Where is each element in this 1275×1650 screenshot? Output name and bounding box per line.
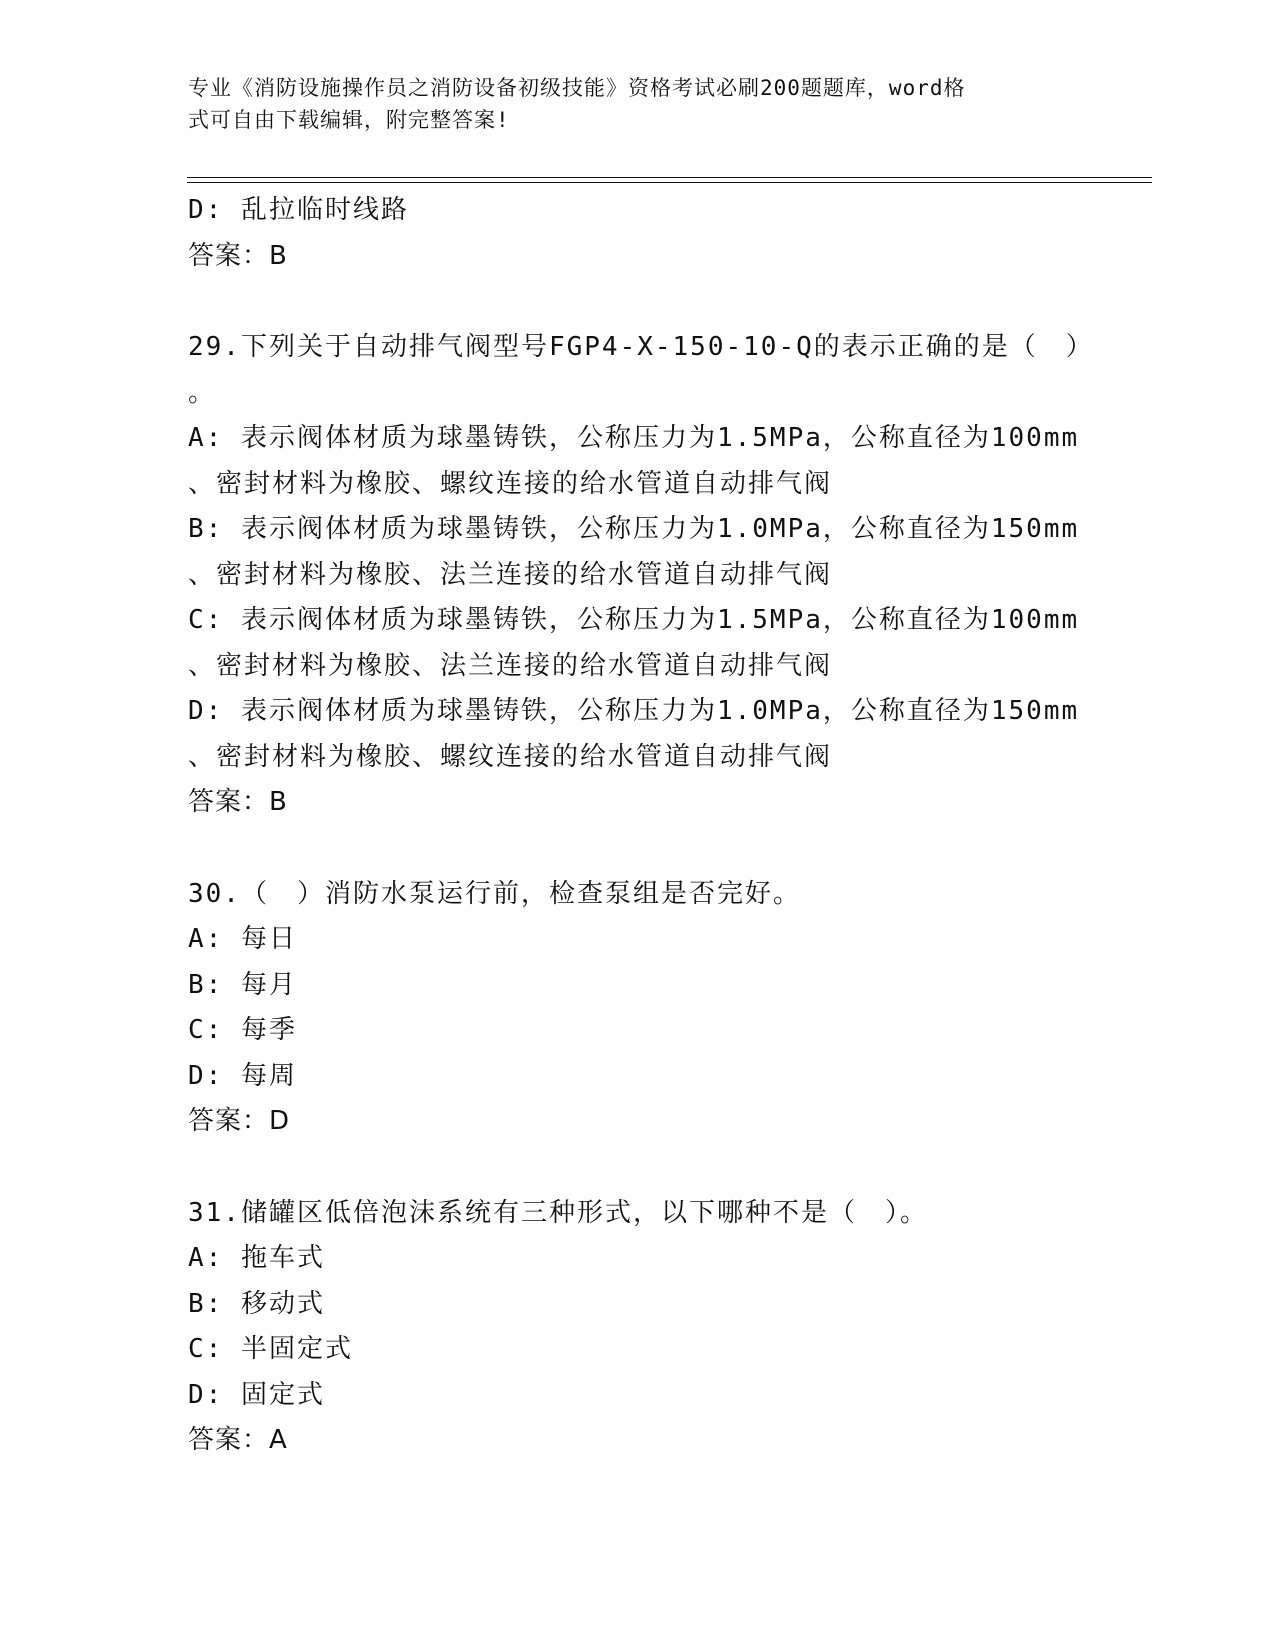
spacer — [188, 279, 1088, 325]
option-d: D: 固定式 — [188, 1379, 325, 1410]
answer: 答案：A — [188, 1425, 288, 1455]
header-line-1: 专业《消防设施操作员之消防设备初级技能》资格考试必刷200题题库，word格 — [188, 76, 966, 100]
option-b: B: 移动式 — [188, 1288, 325, 1319]
option-a: A: 拖车式 — [188, 1243, 325, 1273]
question-29 — [188, 325, 1094, 826]
option-a-cont: 、密封材料为橡胶、螺纹连接的给水管道自动排气阀 — [188, 468, 833, 499]
option-b-cont: 、密封材料为橡胶、法兰连接的给水管道自动排气阀 — [188, 559, 833, 590]
question-stem: 30.（ ）消防水泵运行前，检查泵组是否完好。 — [188, 878, 801, 909]
option-c: C: 每季 — [188, 1015, 297, 1045]
answer: 答案：B — [188, 787, 288, 817]
spacer — [188, 1145, 1088, 1191]
document-header — [188, 72, 1068, 136]
header-line-2: 式可自由下载编辑，附完整答案! — [188, 108, 510, 132]
option-b: B: 每月 — [188, 969, 297, 1000]
option-d: D: 每周 — [188, 1060, 297, 1091]
header-rule-top — [187, 177, 1152, 178]
question-stem: 31.储罐区低倍泡沫系统有三种形式，以下哪种不是（ ）。 — [188, 1197, 928, 1228]
option-a: A: 每日 — [188, 924, 297, 954]
header-rule-bottom — [187, 182, 1152, 183]
option-a: A: 表示阀体材质为球墨铸铁，公称压力为1.5MPa，公称直径为100mm — [188, 423, 1080, 453]
question-stem: 。 — [188, 377, 217, 408]
question-list — [188, 188, 1094, 1464]
question-stem: 29.下列关于自动排气阀型号FGP4-X-150-10-Q的表示正确的是（ ） — [188, 332, 1094, 362]
option-b: B: 表示阀体材质为球墨铸铁，公称压力为1.0MPa，公称直径为150mm — [188, 514, 1080, 544]
option-c: C: 半固定式 — [188, 1334, 353, 1364]
answer: 答案：D — [188, 1106, 291, 1136]
prev-answer: 答案：B — [188, 240, 288, 271]
option-d: D: 表示阀体材质为球墨铸铁，公称压力为1.0MPa，公称直径为150mm — [188, 696, 1080, 726]
option-c-cont: 、密封材料为橡胶、法兰连接的给水管道自动排气阀 — [188, 650, 833, 681]
prev-option-d: D: 乱拉临时线路 — [188, 195, 409, 225]
option-d-cont: 、密封材料为橡胶、螺纹连接的给水管道自动排气阀 — [188, 741, 833, 772]
option-c: C: 表示阀体材质为球墨铸铁，公称压力为1.5MPa，公称直径为100mm — [188, 605, 1080, 635]
question-30 — [188, 872, 1088, 1145]
question-31 — [188, 1191, 1088, 1464]
spacer — [188, 826, 1088, 872]
